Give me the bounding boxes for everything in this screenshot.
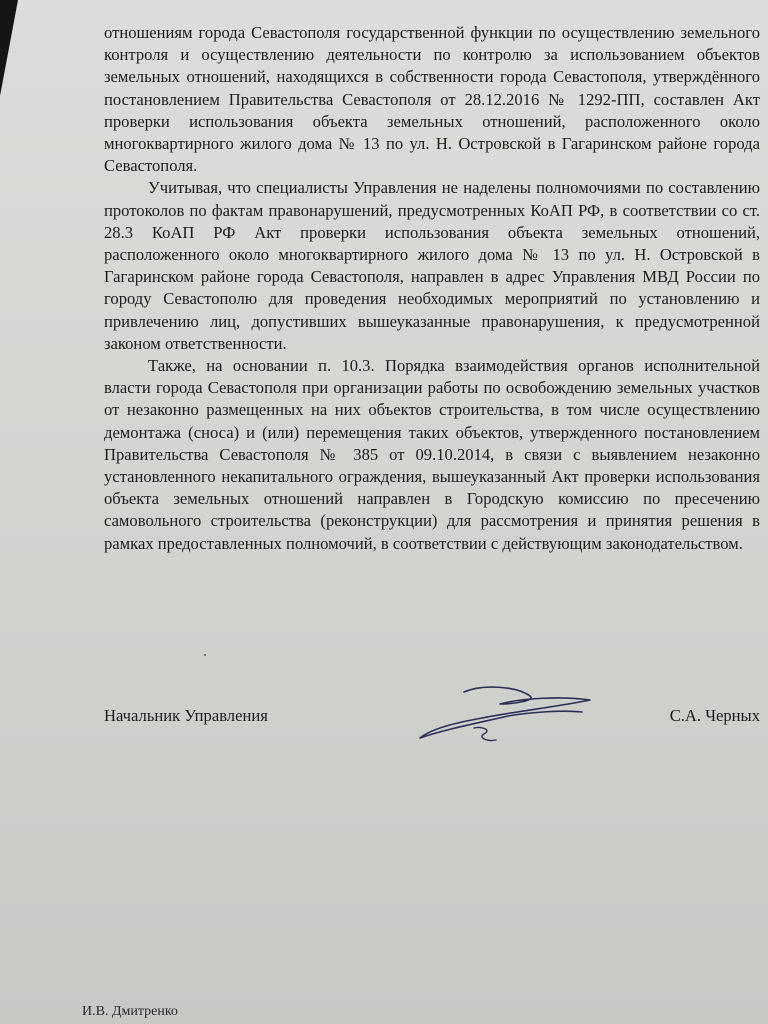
ink-dot [204,654,206,656]
signature-stroke-tail [474,727,496,740]
signer-name: С.А. Черных [669,706,760,725]
handwritten-signature [412,682,602,752]
paragraph-continuation: отношениям города Севастополя государственной функции по осуществлению земельного контроля и осуществлению деятельности по контролю за использованием объектов земельных отношений, находящихся в собственности города Севастополя, утверждённого постановлением Правительства Севастополя от 28.12.2016 № 1292-ПП, составлен Акт проверки использования объекта земельных отношений, расположенного около многоквартирного жилого дома № 13 по ул. Н. Островской в Гагаринском районе города Севастополя. [104,23,760,176]
position-title: Начальник Управления [104,706,268,725]
paragraph-protocols: Учитывая, что специалисты Управления не наделены полномочиями по составлению протоколов по фактам правонарушений, предусмотренных КоАП РФ, в соответствии со ст. 28.3 КоАП РФ Акт проверки использования объекта земельных отношений, расположенного около многоквартирного жилого дома № 13 по ул. Н. Островской в Гагаринском районе города Севастополя, направлен в адрес Управления МВД России по городу Севастополю для проведения необходимых мероприятий по установлению и привлечению лиц, допустивших вышеуказанные правонарушения, к предусмотренной законом ответственности. [104,178,760,353]
letter-body [104,22,760,555]
signature-stroke-main [420,687,590,738]
corner-shadow [0,0,18,96]
paragraph-commission: Также, на основании п. 10.3. Порядка взаимодействия органов исполнительной власти города Севастополя при организации работы по освобождению земельных участков от незаконно размещенных на них объектов строительства, в том числе осуществлению демонтажа (сноса) и (или) перемещения таких объектов, утвержденного постановлением Правительства Севастополя № 385 от 09.10.2014, в связи с выявлением незаконно установленного некапитального ограждения, вышеуказанный Акт проверки использования объекта земельных отношений направлен в Городскую комиссию по пресечению самовольного строительства (реконструкции) для рассмотрения и принятия решения в рамках предоставленных полномочий, в соответствии с действующим законодательством. [104,356,760,553]
executor-name: И.В. Дмитренко [82,1004,178,1019]
